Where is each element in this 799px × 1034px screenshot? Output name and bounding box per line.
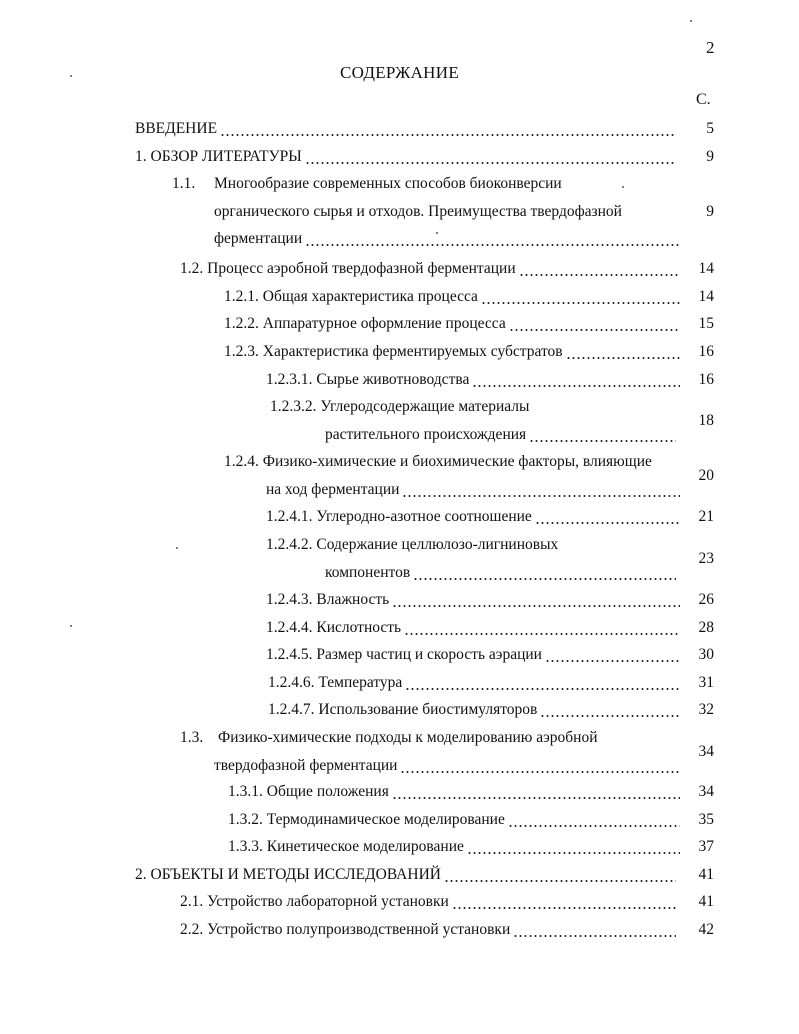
toc-entry-label: 1.2.3.1. Сырье животноводства bbox=[266, 371, 470, 388]
toc-page-number: 16 bbox=[698, 371, 714, 388]
dot-leader bbox=[452, 891, 676, 913]
dot-leader bbox=[566, 341, 680, 363]
toc-page-number: 41 bbox=[698, 893, 714, 910]
page-number: 2 bbox=[706, 38, 715, 57]
dot-leader bbox=[392, 781, 680, 803]
toc-page-number: 32 bbox=[698, 701, 714, 718]
toc-page-number: 16 bbox=[698, 343, 714, 360]
dot-leader bbox=[444, 864, 676, 886]
toc-page-number: 9 bbox=[706, 148, 714, 165]
toc-entry-line: на ход ферментации bbox=[266, 480, 400, 498]
toc-page-number: 15 bbox=[698, 315, 714, 332]
scan-speck bbox=[70, 75, 72, 77]
scan-speck bbox=[176, 547, 178, 549]
toc-entry-line: 1.2.4. Физико-химические и биохимические факторы, влияющие bbox=[224, 453, 652, 470]
toc-page-number: 9 bbox=[706, 202, 714, 220]
toc-page-number: 30 bbox=[698, 646, 714, 663]
dot-leader bbox=[413, 562, 676, 584]
toc-entry-label: 1.2.1. Общая характеристика процесса bbox=[224, 288, 478, 305]
toc-page-number: 42 bbox=[698, 921, 714, 938]
toc-page-number: 37 bbox=[698, 838, 714, 855]
toc-entry-line: ферментации bbox=[214, 230, 303, 247]
scan-speck bbox=[436, 232, 438, 234]
dot-leader bbox=[305, 228, 680, 250]
toc-entry-label: 2.1. Устройство лабораторной установки bbox=[180, 893, 449, 910]
dot-leader bbox=[467, 836, 680, 858]
dot-leader bbox=[405, 672, 680, 694]
dot-leader bbox=[545, 644, 680, 666]
toc-entry-label: 1.2. Процесс аэробной твердофазной ферментации bbox=[180, 260, 516, 277]
toc-page-number: 5 bbox=[706, 120, 714, 137]
dot-leader bbox=[402, 479, 680, 501]
dot-leader bbox=[392, 589, 680, 611]
toc-page-number: 34 bbox=[698, 783, 714, 800]
dot-leader bbox=[509, 313, 680, 335]
toc-entry-label: 1.3.2. Термодинамическое моделирование bbox=[228, 811, 505, 828]
toc-page-number: 20 bbox=[698, 466, 714, 484]
toc-page-number: 26 bbox=[698, 591, 714, 608]
toc-entry-label: 2.2. Устройство полупроизводственной установки bbox=[180, 921, 511, 938]
scan-speck bbox=[622, 186, 624, 188]
toc-entry-label: 1.2.4.3. Влажность bbox=[266, 591, 390, 608]
toc-entry-label: 1.2.3. Характеристика ферментируемых субстратов bbox=[224, 343, 563, 360]
toc-page-number: 21 bbox=[698, 508, 714, 525]
toc-entry-label: ВВЕДЕНИЕ bbox=[135, 120, 218, 137]
toc-entry-label: 1.2.4.6. Температура bbox=[268, 674, 403, 691]
page-column-label: С. bbox=[696, 91, 711, 108]
toc-entry-label: 1.2.4.7. Использование биостимуляторов bbox=[268, 701, 538, 718]
toc-page-number: 28 bbox=[698, 619, 714, 636]
dot-leader bbox=[220, 118, 674, 140]
toc-page-number: 31 bbox=[698, 674, 714, 691]
dot-leader bbox=[400, 755, 680, 777]
toc-entry-label: 1.2.4.5. Размер частиц и скорость аэрации bbox=[266, 646, 542, 663]
toc-page-number: 14 bbox=[698, 260, 714, 277]
toc-page-number: 34 bbox=[698, 742, 714, 760]
scan-speck bbox=[690, 20, 692, 22]
toc-entry-label: 1.3.3. Кинетическое моделирование bbox=[228, 838, 464, 855]
toc-page-number: 41 bbox=[698, 866, 714, 883]
dot-leader bbox=[540, 699, 680, 721]
toc-entry-line: органического сырья и отходов. Преимущества твердофазной bbox=[214, 202, 622, 220]
dot-leader bbox=[529, 424, 676, 446]
toc-page-number: 18 bbox=[698, 411, 714, 429]
toc-entry-number: 1.3. bbox=[180, 729, 204, 746]
dot-leader bbox=[404, 617, 680, 639]
toc-entry-line: Многообразие современных способов биоконверсии bbox=[214, 175, 562, 192]
toc-entry-label: 2. ОБЪЕКТЫ И МЕТОДЫ ИССЛЕДОВАНИЙ bbox=[135, 866, 441, 883]
toc-entry-line: компонентов bbox=[325, 563, 411, 581]
dot-leader bbox=[472, 369, 680, 391]
scan-speck bbox=[70, 625, 72, 627]
dot-leader bbox=[519, 258, 680, 280]
toc-entry-line: твердофазной ферментации bbox=[214, 756, 398, 774]
toc-page-number: 14 bbox=[698, 288, 714, 305]
dot-leader bbox=[481, 286, 680, 308]
toc-entry-label: 1. ОБЗОР ЛИТЕРАТУРЫ bbox=[135, 148, 302, 165]
dot-leader bbox=[513, 919, 676, 941]
toc-entry-line: растительного происхождения bbox=[325, 425, 527, 443]
toc-entry-label: 1.2.2. Аппаратурное оформление процесса bbox=[224, 315, 506, 332]
toc-page-number: 35 bbox=[698, 811, 714, 828]
dot-leader bbox=[508, 809, 680, 831]
toc-entry-number: 1.1. bbox=[172, 175, 196, 192]
toc-page-number: 23 bbox=[698, 549, 714, 567]
dot-leader bbox=[305, 146, 674, 168]
toc-entry-line: 1.2.3.2. Углеродсодержащие материалы bbox=[270, 398, 530, 415]
toc-entry-label: 1.3.1. Общие положения bbox=[228, 783, 389, 800]
toc-entry-label: 1.2.4.4. Кислотность bbox=[266, 619, 402, 636]
toc-entry-line: 1.2.4.2. Содержание целлюлозо-лигниновых bbox=[266, 536, 559, 553]
page-title: СОДЕРЖАНИЕ bbox=[339, 63, 460, 82]
toc-entry-label: 1.2.4.1. Углеродно-азотное соотношение bbox=[266, 508, 532, 525]
dot-leader bbox=[535, 506, 680, 528]
toc-entry-line: Физико-химические подходы к моделированию аэробной bbox=[218, 729, 598, 746]
